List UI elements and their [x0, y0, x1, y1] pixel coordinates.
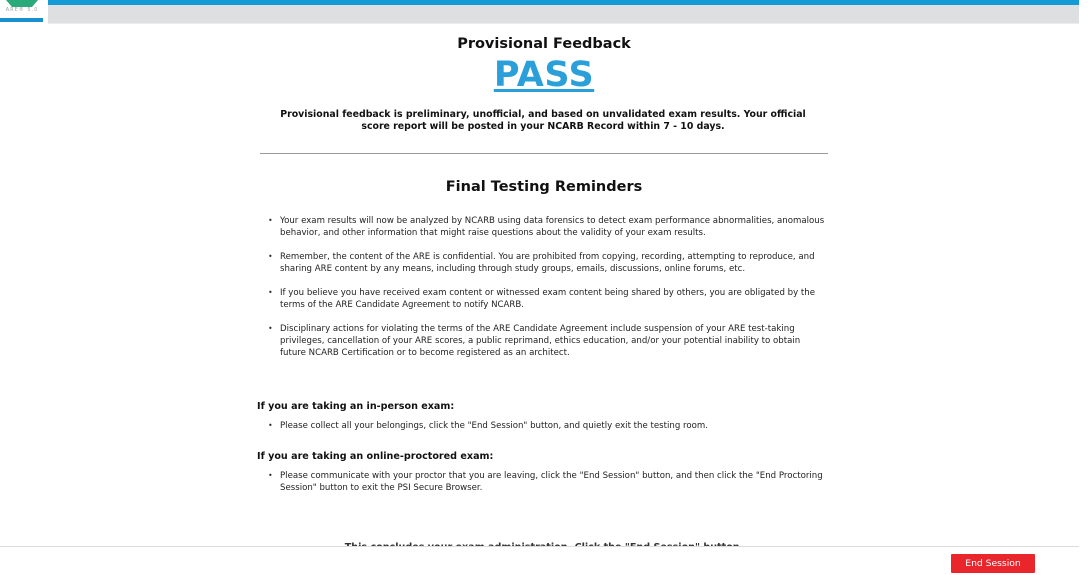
- main-content[interactable]: [0, 24, 1079, 546]
- top-bar: [0, 0, 1079, 24]
- section-divider: [260, 153, 828, 154]
- in-person-list: [268, 420, 828, 432]
- list-item: • Disciplinary actions for violating the terms of the ARE Candidate Agreement include suspension of your ARE test-taking privileges, cancellation of your ARE scores, a public reprimand, ethics education, and/or your potential inability to obtain future NCARB Certification or to become registered as an architect.: [268, 323, 828, 359]
- list-item: • Remember, the content of the ARE is confidential. You are prohibited from copying, recording, attempting to reproduce, and sharing ARE content by any means, including through study groups, emails, discussions, online forums, etc.: [268, 251, 828, 275]
- logo-text: ARE® 5.0: [5, 7, 39, 13]
- logo-underline: [0, 18, 43, 22]
- result-status: PASS: [493, 55, 595, 95]
- in-person-heading: If you are taking an in-person exam:: [257, 401, 455, 412]
- online-list: [268, 470, 828, 494]
- end-session-button[interactable]: End Session: [951, 554, 1035, 573]
- online-heading: If you are taking an online-proctored exam:: [257, 451, 494, 462]
- are-logo: [0, 0, 44, 24]
- list-item: • Please communicate with your proctor that you are leaving, click the "End Session" button, and then click the "End Proctoring Session" button to exit the PSI Secure Browser.: [268, 470, 828, 494]
- footer-bar: [0, 546, 1079, 575]
- list-item: • Please collect all your belongings, click the "End Session" button, and quietly exit the testing room.: [268, 420, 828, 432]
- logo-mark-icon: [6, 0, 38, 7]
- list-item: • If you believe you have received exam content or witnessed exam content being shared by others, you are obligated by the terms of the ARE Candidate Agreement to notify NCARB.: [268, 287, 828, 311]
- top-gray-bar: [48, 5, 1079, 24]
- page-title: Provisional Feedback: [457, 36, 631, 52]
- disclaimer-text: Provisional feedback is preliminary, unofficial, and based on unvalidated exam results. Your official score report will be posted in your NCARB Record within 7 - 10 days.: [280, 109, 806, 132]
- reminders-heading: Final Testing Reminders: [445, 179, 643, 195]
- reminders-list: [268, 215, 828, 371]
- list-item: • Your exam results will now be analyzed by NCARB using data forensics to detect exam performance abnormalities, anomalous behavior, and other information that might raise questions about the validity of your exam results.: [268, 215, 828, 239]
